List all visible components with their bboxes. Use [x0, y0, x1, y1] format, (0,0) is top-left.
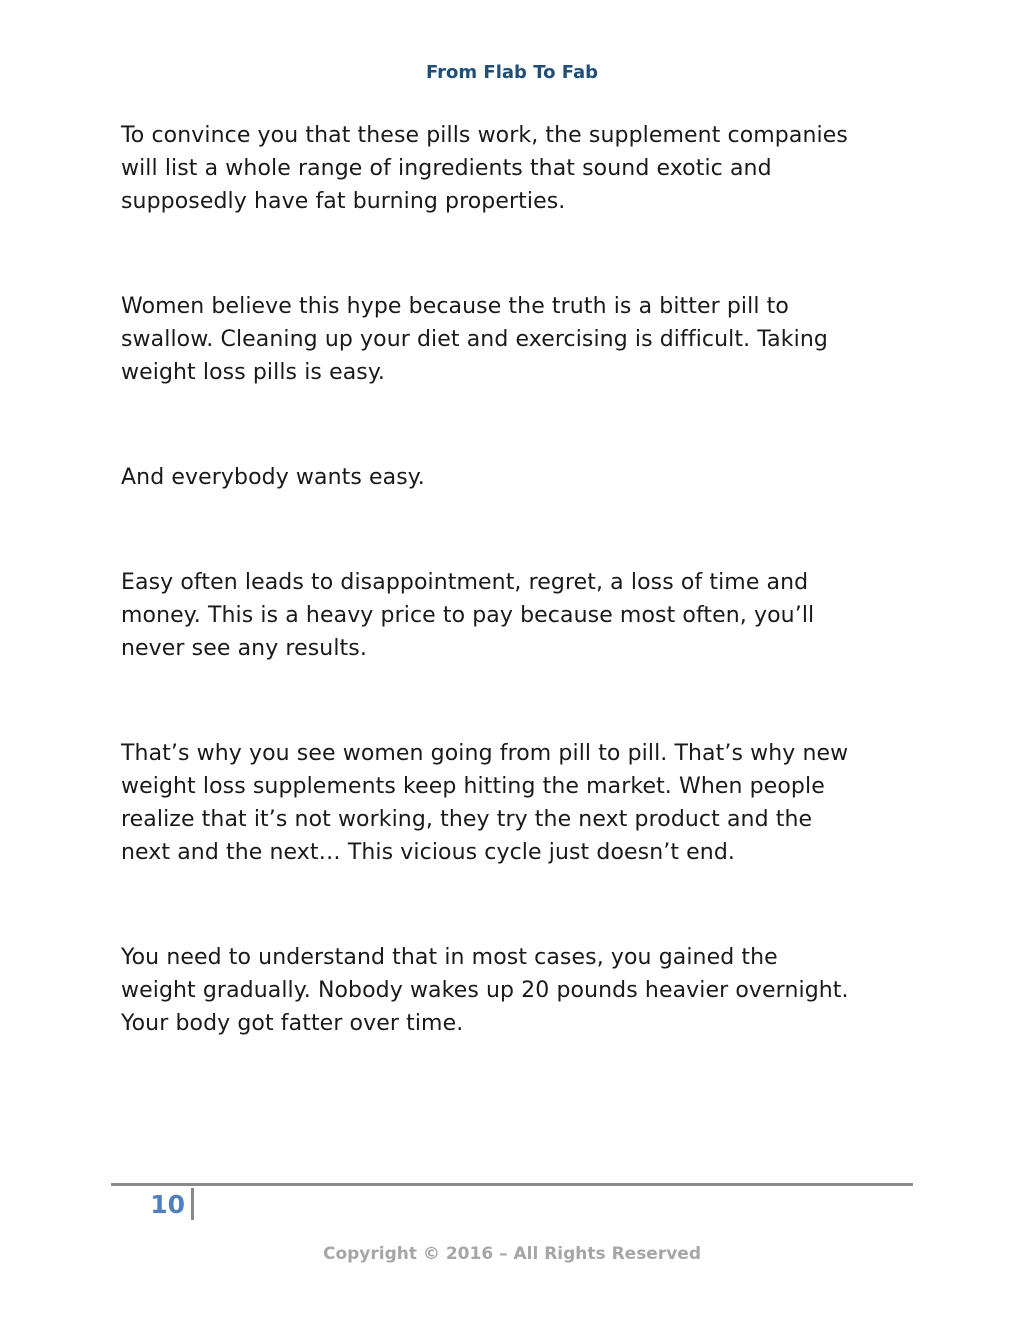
paragraph-spacer: [121, 665, 911, 737]
paragraph-spacer: [121, 218, 911, 290]
copyright-notice: Copyright © 2016 – All Rights Reserved: [322, 1244, 702, 1264]
running-header-title: From Flab To Fab: [426, 62, 598, 83]
document-body: [121, 119, 911, 1040]
footer-rule: [111, 1183, 913, 1186]
paragraph: And everybody wants easy.: [121, 465, 425, 490]
page-number-divider: [191, 1188, 194, 1220]
paragraph-spacer: [121, 494, 911, 566]
page-number: 10: [150, 1190, 185, 1219]
paragraph: To convince you that these pills work, the supplement companies will list a whole range of ingredients that sound exotic and supposedly have fat burning properties.: [121, 123, 848, 214]
paragraph-spacer: [121, 869, 911, 941]
paragraph: Women believe this hype because the truth is a bitter pill to swallow. Cleaning up your diet and exercising is difficult. Taking weight loss pills is easy.: [121, 294, 828, 385]
paragraph-spacer: [121, 389, 911, 461]
paragraph: That’s why you see women going from pill to pill. That’s why new weight loss supplements keep hitting the market. When people realize that it’s not working, they try the next product and the next and the next… This vicious cycle just doesn’t end.: [121, 741, 849, 865]
paragraph: Easy often leads to disappointment, regret, a loss of time and money. This is a heavy price to pay because most often, you’ll never see any results.: [121, 570, 815, 661]
paragraph: You need to understand that in most cases, you gained the weight gradually. Nobody wakes up 20 pounds heavier overnight. Your body got fatter over time.: [121, 945, 849, 1036]
